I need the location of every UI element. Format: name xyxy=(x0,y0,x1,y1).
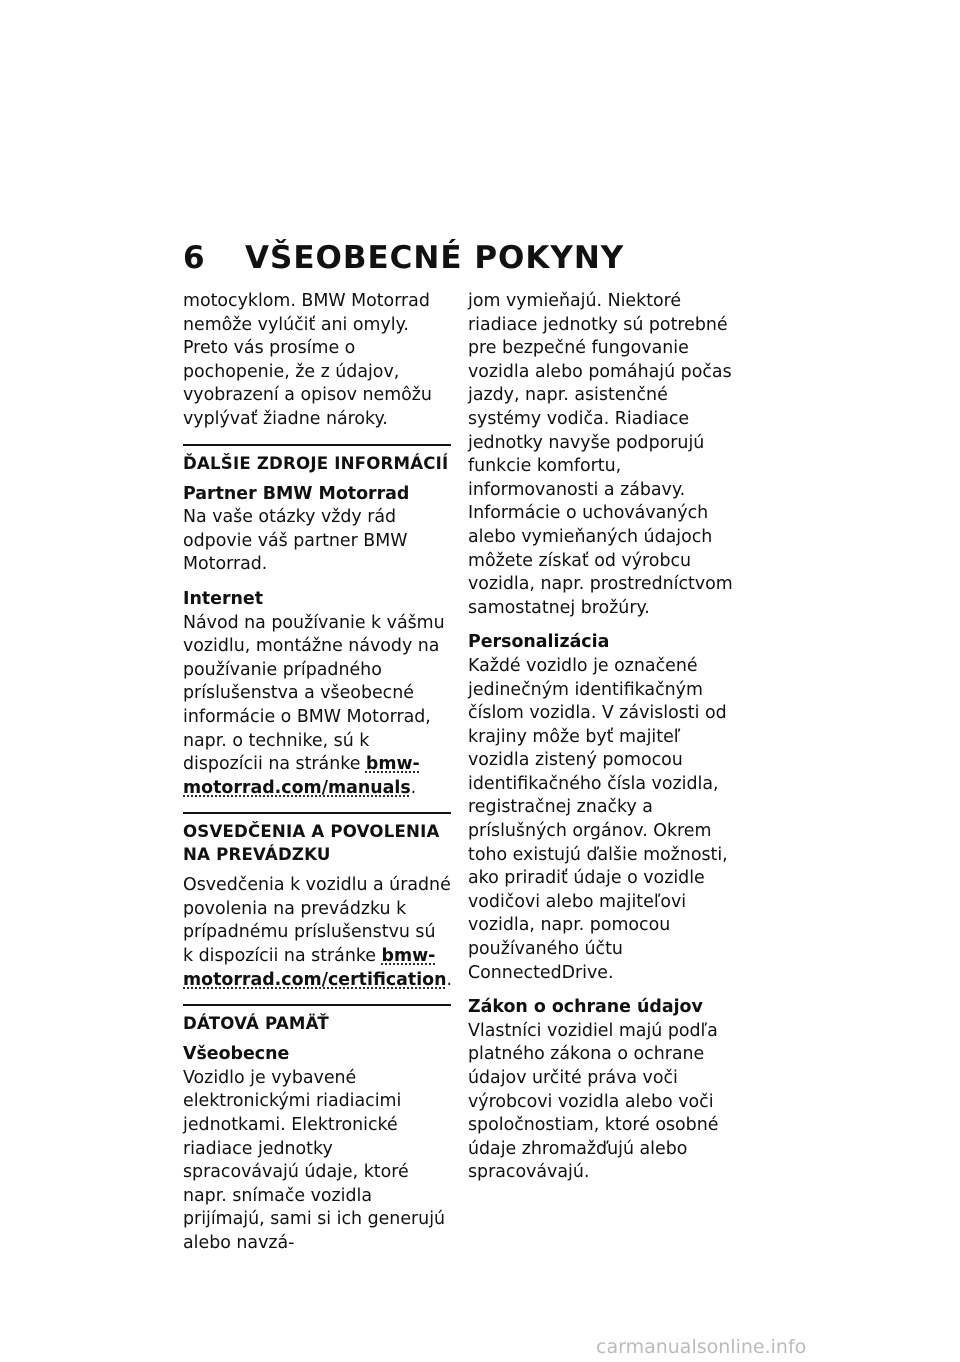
section-title-certificates: OSVEDČENIA A POVOLENIA NA PREVÁDZKU xyxy=(183,822,440,865)
cert-period: . xyxy=(446,969,453,990)
internet-text: Návod na používanie k vášmu vozidlu, montážne návody na používanie prípadného príslušenstva a všeobecné informácie o BMW Motorrad, napr. o technike, sú k dispozícii na stránke xyxy=(183,612,445,775)
personalization-paragraph: Každé vozidlo je označené jedinečným identifikačným číslom vozidla. V závislosti od krajiny môže byť majiteľ vozidla zistený pomocou identifikačného čísla vozidla, registračnej značky a príslušných orgánov. Okrem toho existujú ďalšie možnosti, ako priradiť údaje o vozidle vodičovi alebo majiteľovi vozidla, napr. pomocou používaného účtu ConnectedDrive. xyxy=(468,655,728,983)
partner-paragraph: Na vaše otázky vždy rád odpovie váš partner BMW Motorrad. xyxy=(183,507,408,575)
section-title-more-info: ĎALŠIE ZDROJE INFORMÁCIÍ xyxy=(183,453,449,473)
intro-paragraph: motocyklom. BMW Motorrad nemôže vylúčiť ani omyly. Preto vás prosíme o pochopenie, že z údajov, vyobrazení a opisov nemôžu vyplývať žiadne nároky. xyxy=(183,291,432,429)
section-title-data-memory: DÁTOVÁ PAMÄŤ xyxy=(183,1014,329,1034)
general-paragraph: Vozidlo je vybavené elektronickými riadiacimi jednotkami. Elektronické riadiace jednotky spracovávajú údaje, ktoré napr. snímače vozidla prijímajú, sami si ich generujú alebo navzá- xyxy=(183,1067,446,1253)
continuation-paragraph: jom vymieňajú. Niektoré riadiace jednotky sú potrebné pre bezpečné fungovanie vozidla alebo pomáhajú počas jazdy, napr. asistenčné systémy vodiča. Riadiace jednotky navyše podporujú funkcie komfortu, informovanosti a zábavy. Informácie o uchovávaných alebo vymieňaných údajoch môžete získať od výrobcu vozidla, napr. prostredníctvom samostatnej brožúry. xyxy=(468,291,733,618)
subheading-personalization: Personalizácia xyxy=(468,632,610,653)
data-protection-paragraph: Vlastníci vozidiel majú podľa platného zákona o ochrane údajov určité práva voči výrobcovi vozidla alebo voči spoločnostiam, ktoré osobné údaje zhromažďujú alebo spracovávajú. xyxy=(468,1020,719,1183)
section-divider xyxy=(183,444,451,446)
cert-text: Osvedčenia k vozidlu a úradné povolenia na prevádzku k prípadnému príslušenstvu sú k dispozícii na stránke xyxy=(183,875,451,967)
subheading-data-protection: Zákon o ochrane údajov xyxy=(468,997,703,1018)
chapter-number: 6 xyxy=(183,240,206,276)
internet-period: . xyxy=(410,777,417,798)
right-column xyxy=(468,290,736,1196)
subheading-internet: Internet xyxy=(183,588,264,609)
subheading-partner: Partner BMW Motorrad xyxy=(183,483,410,504)
watermark-footer: carmanualsonline.info xyxy=(596,1336,807,1358)
chapter-heading xyxy=(183,240,624,276)
certification-link[interactable]: bmw-motorrad.com/certification xyxy=(183,946,447,990)
manuals-link[interactable]: bmw-motorrad.com/manuals xyxy=(183,754,420,798)
certificates-paragraph xyxy=(183,874,451,992)
internet-paragraph xyxy=(183,612,451,801)
section-divider xyxy=(183,1004,451,1006)
section-divider xyxy=(183,812,451,814)
subheading-general: Všeobecne xyxy=(183,1044,290,1065)
chapter-title: VŠEOBECNÉ POKYNY xyxy=(245,240,625,276)
left-column xyxy=(183,290,451,1267)
